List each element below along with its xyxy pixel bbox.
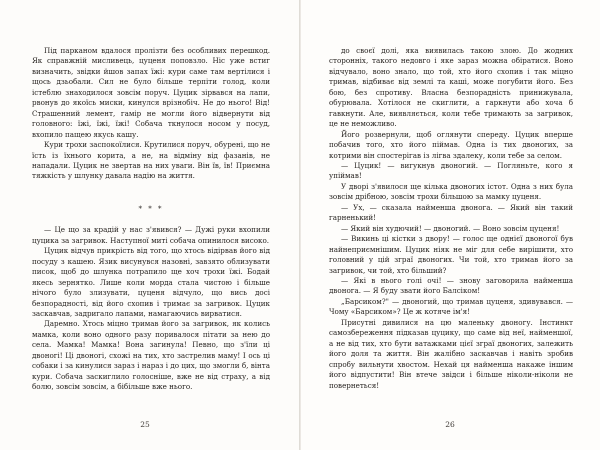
paragraph: — Це що за крадій у нас з'явився? — Дужі руки вхопили цуцика за загривок. Наступної миті собача опинилося високо.	[32, 225, 270, 245]
left-page	[0, 0, 299, 450]
paragraph: Даремно. Хтось міцно тримав його за загривок, як колись мамка, коли воно одного разу поривалося пітати за нею до села. Мамка! Мамка! Вона загинула! Певно, що з'їли ці двоногі! Ці двоногі, схожі на тих, хто застрелив маму! І ось ці собаки і за кинулися зараз і нараз і до цих, що змогли б, вінта кури. Собача заскиглило голосніше, вже не від страху, а від болю, зовсім зовсім, а бібільше вже нього.	[32, 319, 270, 392]
paragraph: Кури трохи заспокоїлися. Крутилися поруч, обурені, що не їсть із їхнього корита, а не, на відміну від фазанів, не нападали. Цуцик не звертав на них уваги. Він їв, їв! Приємна тяжкість у шлунку давала надію на життя.	[32, 140, 270, 181]
right-page-text	[329, 46, 573, 391]
paragraph: — Які в нього голі очі! — знову заговорила найменша двонога. — Я буду звати його Балсіком!	[329, 275, 573, 296]
paragraph: — Викинь ці кістки з двору! — голос ще однієї двоногої був найнеприємнішим. Цуцик ніяк не міг для себе вирішити, хто головний у цій зграї двоногих. Чи той, хто тримав його за загривок, чи той, хто більший?	[329, 234, 573, 275]
paragraph: Під парканом вдалося пролізти без особливих перешкод. Як справжній мисливець, цуценя поповзло. Ніс уже встиг визначить, звідки йшов запах їжі: кури саме там вертілися і щось дзьобали. Сил не було більше терпіти голод, коли істеблю знаходилося зовсім поруч. Цуцик зірвався на лапи, рвонув до якоїсь миски, кинулся врізнобіч. Не до нього! Від! Страшенний лемент, гамір не могли його відвернути від головного: їжі, їжі, їжі! Собача ткнулося носом у посуд, вхопило пащею якусь кашу.	[32, 46, 270, 139]
paragraph: — Який він худючий! — двоногий. — Воно зовсім цуценя!	[341, 223, 560, 233]
paragraph: — Ух, — сказала найменша двонога. — Який він такий гарненький!	[329, 202, 573, 223]
paragraph: Цуцик відчув прикрість від того, що хтось відірвав його від посуду з кашею. Язик висунувся назовні, завзято облизувати писок, щоб до шлунка потрапило ще хоч трохи їжі. Бодай якесь зернятко. Лише коли морда стала чистою і більше нічого було злизувати, цуценя відчуло, що вись досі безпорадності, від його схопив і тримає за загривок. Цуцик заскавчав, задригало лапами, намагаючись вирватися.	[32, 246, 270, 318]
paragraph: — Цуцик! — вигукнув двоногий. — Погляньте, кого я упіймав!	[329, 160, 573, 181]
page-number-right: 26	[445, 420, 455, 429]
paragraph: Його розвернули, щоб оглянути спереду. Цуцик вперше побачив того, хто його піймав. Одна із тих двоногих, за котрими він спостерігав із лігва здалеку, коли тебе за селом.	[329, 129, 573, 160]
paragraph: Присутні дивилися на цю маленьку двоногу. Інстинкт самозбереження підказав цуцику, що саме від неї, найменшої, а не від тих, хто бути ватажками цієї зграї двоногих, залежить його доля та життя. Він жалібно заскавчав і навіть зробив спробу вильнути хвостом. Нехай ця найменша накаже іншим його відпустити! Він втече звідси і більше ніколи-ніколи не повернеться!	[329, 317, 573, 390]
left-page-text	[32, 46, 270, 393]
section-break: * * *	[138, 204, 164, 213]
paragraph: „Барсиком?" — двоногий, що тримав цуценя, здивувався. — Чому «Барсиком»? Це ж котяче ім'я!	[329, 296, 573, 317]
paragraph: до своєї долі, яка виявилась такою злою. До жодних сторонніх, такого недовго і яке зараз можна обіратися. Воно відчувало, воно знало, що той, хто його схопив і так міцно тримав, відбиває від землі та каші, може погубити його. Без бою, без спротиву. Власна безпорадність принижувала, обурювала. Хотілося не скиглити, а гаркнути або хоча б гавкнути. Але, виявляється, коли тебе тримають за загривок, це не неможливо.	[329, 46, 573, 129]
page-number-left: 25	[140, 420, 150, 429]
paragraph: У дворі з'явилося ще кілька двоногих істот. Одна з них була зовсім дрібною, зовсім трохи більшою за мамку цуценя.	[329, 181, 573, 202]
right-page	[301, 0, 600, 450]
